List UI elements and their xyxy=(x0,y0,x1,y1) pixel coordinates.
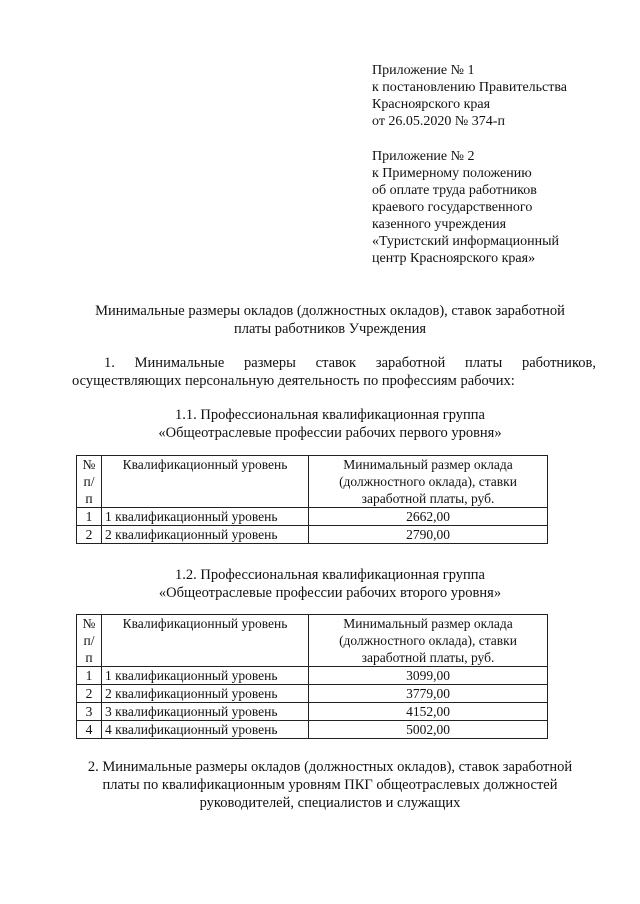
section-1-first-line xyxy=(72,354,596,372)
row-level: 4 квалификационный уровень xyxy=(102,721,309,739)
row-level: 1 квалификационный уровень xyxy=(102,508,309,526)
title-line: Минимальные размеры окладов (должностных окладов), ставок заработной xyxy=(95,303,565,319)
group-1-title xyxy=(60,406,600,442)
header-num xyxy=(77,615,102,667)
table-row xyxy=(77,703,548,721)
row-num: 2 xyxy=(77,685,102,703)
section-2-line: 2. Минимальные размеры окладов (должностных окладов), ставок заработной xyxy=(87,759,573,775)
row-level: 1 квалификационный уровень xyxy=(102,667,309,685)
appendix-1-line: Приложение № 1 xyxy=(372,63,475,78)
section-1-word: платы xyxy=(465,355,503,371)
section-2-heading xyxy=(60,758,600,812)
table-header-row xyxy=(77,615,548,667)
header-salary-line: заработной платы, руб. xyxy=(361,650,495,665)
row-num: 2 xyxy=(77,526,102,544)
group-2-title xyxy=(60,566,600,602)
group-2-title-line: 1.2. Профессиональная квалификационная группа xyxy=(175,567,485,583)
group-1-title-line: «Общеотраслевые профессии рабочих первого уровня» xyxy=(158,425,502,441)
appendix-1-header xyxy=(372,62,567,130)
header-level: Квалификационный уровень xyxy=(102,615,309,667)
section-2-line: платы по квалификационным уровням ПКГ общеотраслевых должностей xyxy=(102,777,558,793)
table-header-row xyxy=(77,456,548,508)
appendix-2-line: об оплате труда работников xyxy=(372,183,537,198)
header-salary-line: (должностного оклада), ставки xyxy=(339,633,517,648)
group-1-title-line: 1.1. Профессиональная квалификационная группа xyxy=(175,407,485,423)
row-level: 3 квалификационный уровень xyxy=(102,703,309,721)
table-row xyxy=(77,526,548,544)
table-row xyxy=(77,685,548,703)
row-num: 4 xyxy=(77,721,102,739)
row-level: 2 квалификационный уровень xyxy=(102,685,309,703)
appendix-2-line: «Туристский информационный xyxy=(372,234,560,249)
table-row xyxy=(77,721,548,739)
group-1-table xyxy=(76,455,548,544)
section-1-second-line: осуществляющих персональную деятельность по профессиям рабочих: xyxy=(72,373,515,389)
appendix-1-line: от 26.05.2020 № 374-п xyxy=(372,114,505,129)
row-level: 2 квалификационный уровень xyxy=(102,526,309,544)
header-salary-line: Минимальный размер оклада xyxy=(343,616,513,631)
group-2-table xyxy=(76,614,548,739)
row-num: 1 xyxy=(77,667,102,685)
appendix-2-line: краевого государственного xyxy=(372,200,533,215)
section-1-text xyxy=(72,354,596,390)
header-num-line: п/п xyxy=(83,633,95,665)
row-salary: 2662,00 xyxy=(309,508,548,526)
appendix-1-line: к постановлению Правительства xyxy=(372,80,568,95)
header-salary-line: Минимальный размер оклада xyxy=(343,457,513,472)
section-1-word: работников, xyxy=(521,355,596,371)
appendix-1-line: Красноярского края xyxy=(372,97,491,112)
document-title xyxy=(60,302,600,338)
appendix-2-line: центр Красноярского края» xyxy=(372,251,536,266)
section-1-word: ставок xyxy=(315,355,357,371)
appendix-2-line: к Примерному положению xyxy=(372,166,532,181)
section-1-word: размеры xyxy=(244,355,296,371)
title-line: платы работников Учреждения xyxy=(233,321,427,337)
group-2-title-line: «Общеотраслевые профессии рабочих второго уровня» xyxy=(158,585,502,601)
row-salary: 3779,00 xyxy=(309,685,548,703)
header-salary-line: заработной платы, руб. xyxy=(361,491,495,506)
appendix-2-header xyxy=(372,148,559,267)
row-salary: 5002,00 xyxy=(309,721,548,739)
section-1-word: заработной xyxy=(375,355,446,371)
header-salary xyxy=(309,456,548,508)
header-salary-line: (должностного оклада), ставки xyxy=(339,474,517,489)
header-salary xyxy=(309,615,548,667)
header-num-line: № xyxy=(82,616,96,631)
section-1-word: 1. xyxy=(104,355,115,371)
row-salary: 3099,00 xyxy=(309,667,548,685)
appendix-2-line: казенного учреждения xyxy=(372,217,507,232)
table-row xyxy=(77,667,548,685)
row-num: 3 xyxy=(77,703,102,721)
appendix-2-line: Приложение № 2 xyxy=(372,149,475,164)
header-num xyxy=(77,456,102,508)
header-num-line: № xyxy=(82,457,96,472)
header-num-line: п/п xyxy=(83,474,95,506)
row-salary: 2790,00 xyxy=(309,526,548,544)
section-2-line: руководителей, специалистов и служащих xyxy=(199,795,461,811)
section-1-word: Минимальные xyxy=(134,355,225,371)
header-level: Квалификационный уровень xyxy=(102,456,309,508)
row-salary: 4152,00 xyxy=(309,703,548,721)
table-row xyxy=(77,508,548,526)
row-num: 1 xyxy=(77,508,102,526)
